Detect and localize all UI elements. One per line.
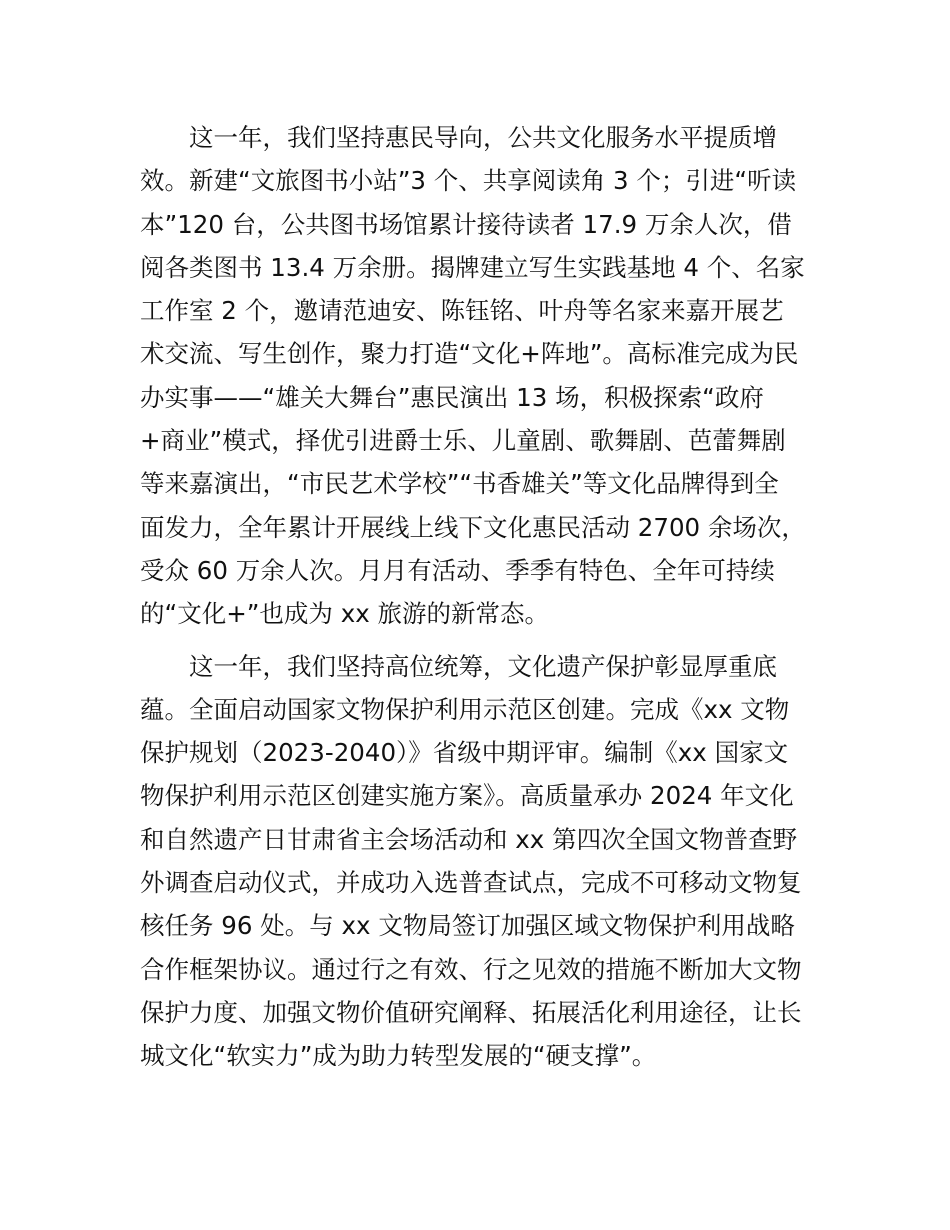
paragraph-heritage-protection	[140, 645, 812, 1078]
text-line: 工作室 2 个，邀请范迪安、陈钰铭、叶舟等名家来嘉开展艺	[140, 296, 784, 326]
text-line: 面发力，全年累计开展线上线下文化惠民活动 2700 余场次，	[140, 512, 806, 542]
text-line: 这一年，我们坚持高位统筹，文化遗产保护彰显厚重底	[189, 651, 777, 681]
text-line: 保护力度、加强文物价值研究阐释、拓展活化利用途径，让长	[140, 997, 802, 1027]
text-line: 等来嘉演出，“市民艺术学校”“书香雄关”等文化品牌得到全	[140, 469, 779, 499]
text-line: 术交流、写生创作，聚力打造“文化+阵地”。高标准完成为民	[140, 339, 799, 369]
text-line: 办实事——“雄关大舞台”惠民演出 13 场，积极探索“政府	[140, 382, 764, 412]
text-line: 的“文化+”也成为 xx 旅游的新常态。	[140, 599, 549, 629]
text-line: 蕴。全面启动国家文物保护利用示范区创建。完成《xx 文物	[140, 694, 790, 724]
text-line: 核任务 96 处。与 xx 文物局签订加强区域文物保护利用战略	[140, 911, 795, 941]
text-line: 城文化“软实力”成为助力转型发展的“硬支撑”。	[140, 1041, 657, 1071]
text-line: 效。新建“文旅图书小站”3 个、共享阅读角 3 个；引进“听读	[140, 166, 797, 196]
text-line: 合作框架协议。通过行之有效、行之见效的措施不断加大文物	[140, 954, 802, 984]
text-line: 受众 60 万余人次。月月有活动、季季有特色、全年可持续	[140, 555, 775, 585]
text-line: 外调查启动仪式，并成功入选普查试点，完成不可移动文物复	[140, 868, 802, 898]
text-line: 保护规划（2023-2040）》省级中期评审。编制《xx 国家文	[140, 738, 789, 768]
text-line: 本”120 台，公共图书场馆累计接待读者 17.9 万余人次，借	[140, 209, 792, 239]
text-line: 阅各类图书 13.4 万余册。揭牌建立写生实践基地 4 个、名家	[140, 252, 805, 282]
text-line: 这一年，我们坚持惠民导向，公共文化服务水平提质增	[189, 123, 777, 152]
document-body	[140, 116, 812, 1078]
text-line: 物保护利用示范区创建实施方案》。高质量承办 2024 年文化	[140, 781, 794, 811]
text-line: +商业”模式，择优引进爵士乐、儿童剧、歌舞剧、芭蕾舞剧	[140, 426, 786, 456]
text-line: 和自然遗产日甘肃省主会场活动和 xx 第四次全国文物普查野	[140, 824, 798, 854]
paragraph-public-culture	[140, 116, 812, 636]
